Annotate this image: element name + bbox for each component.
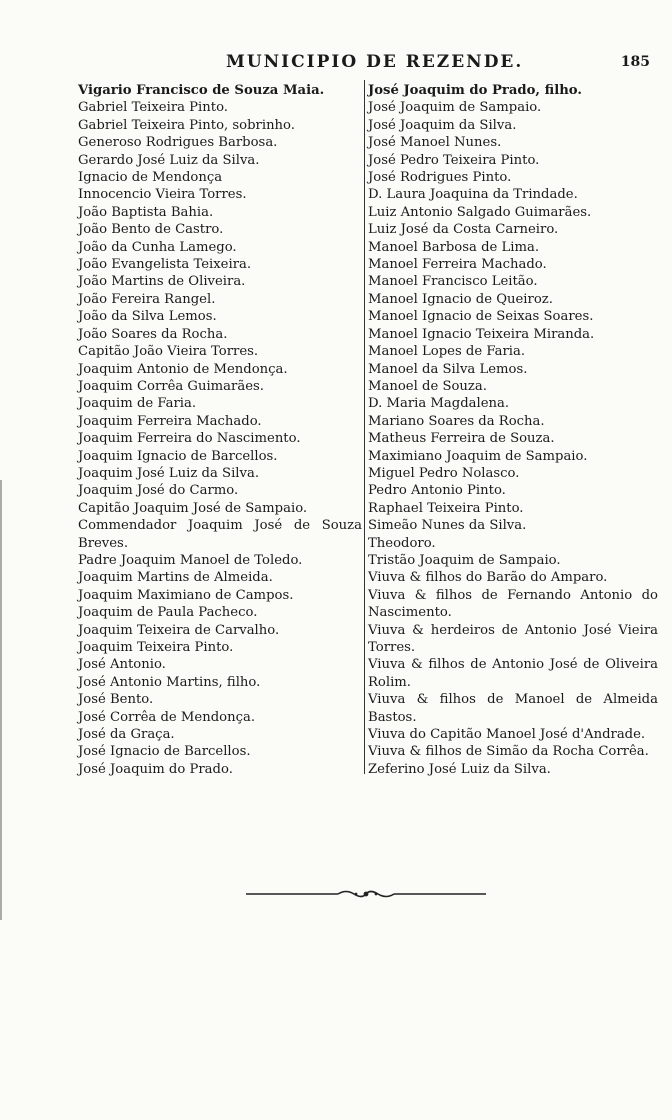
- list-item: Tristão Joaquim de Sampaio.: [368, 552, 561, 568]
- list-item: José Ignacio de Barcellos.: [78, 744, 251, 760]
- list-item: Manoel Ignacio de Queiroz.: [368, 291, 553, 307]
- list-item: José Antonio Martins, filho.: [78, 674, 261, 690]
- list-item: Joaquim de Faria.: [78, 396, 197, 412]
- list-item: José Manoel Nunes.: [368, 135, 502, 151]
- right-column: [368, 82, 658, 778]
- list-item: Zeferino José Luiz da Silva.: [368, 761, 551, 777]
- list-item: Capitão João Vieira Torres.: [78, 344, 259, 360]
- list-item: João Fereira Rangel.: [78, 291, 216, 307]
- list-item-wrapped: Commendador Joaquim José de Souza Breves.: [78, 518, 362, 551]
- list-item: Vigario Francisco de Souza Maia.: [78, 83, 325, 98]
- list-item: Innocencio Vieira Torres.: [78, 187, 247, 203]
- list-item: Joaquim José Luiz da Silva.: [78, 465, 260, 481]
- list-item: Manoel Francisco Leitão.: [368, 274, 538, 290]
- list-item: José Joaquim do Prado, filho.: [368, 83, 582, 98]
- list-item: D. Maria Magdalena.: [368, 396, 510, 412]
- list-item: D. Laura Joaquina da Trindade.: [368, 187, 578, 203]
- list-item-wrapped: Viuva & filhos de Antonio José de Oliveira Rolim.: [368, 657, 658, 690]
- list-item: Joaquim Ignacio de Barcellos.: [78, 448, 278, 464]
- list-item: José Rodrigues Pinto.: [368, 170, 512, 186]
- page-number: 185: [620, 54, 650, 70]
- list-item: Matheus Ferreira de Souza.: [368, 431, 555, 447]
- list-item: José Bento.: [78, 692, 154, 708]
- list-item: Ignacio de Mendonça: [78, 170, 223, 186]
- list-item: Manoel de Souza.: [368, 378, 487, 394]
- list-item: Joaquim Martins de Almeida.: [78, 570, 273, 586]
- list-item: Manoel Barbosa de Lima.: [368, 239, 540, 255]
- list-item: Joaquim Maximiano de Campos.: [78, 587, 294, 603]
- page-title: MUNICIPIO DE REZENDE.: [226, 52, 524, 72]
- list-item: José Antonio.: [78, 657, 166, 673]
- list-item: Mariano Soares da Rocha.: [368, 413, 545, 429]
- list-item: João Bento de Castro.: [78, 222, 224, 238]
- decorative-rule-ornament: [246, 888, 486, 900]
- list-item: Gabriel Teixeira Pinto, sobrinho.: [78, 117, 295, 133]
- list-item: Joaquim Teixeira Pinto.: [78, 640, 234, 655]
- list-item-wrapped: Viuva & herdeiros de Antonio José Vieira Torres.: [368, 622, 658, 655]
- list-item: João Soares da Rocha.: [78, 326, 228, 342]
- list-item: Luiz José da Costa Carneiro.: [368, 222, 559, 238]
- page-edge-shadow: [0, 480, 8, 920]
- left-column: [78, 82, 362, 778]
- list-item: Manoel Ferreira Machado.: [368, 257, 547, 273]
- list-item: Manoel Lopes de Faria.: [368, 344, 526, 360]
- list-item: Manoel da Silva Lemos.: [368, 361, 528, 377]
- list-item: Viuva & filhos do Barão do Amparo.: [368, 570, 608, 586]
- list-item: João Evangelista Teixeira.: [78, 257, 252, 273]
- list-item: Generoso Rodrigues Barbosa.: [78, 135, 278, 151]
- list-item: José Joaquim de Sampaio.: [368, 100, 542, 116]
- list-item: Joaquim Ferreira Machado.: [78, 413, 262, 429]
- list-item: Joaquim Teixeira de Carvalho.: [78, 622, 280, 638]
- list-item: Viuva & filhos de Simão da Rocha Corrêa.: [368, 744, 649, 760]
- list-item: José da Graça.: [78, 727, 175, 743]
- list-item: Raphael Teixeira Pinto.: [368, 500, 524, 516]
- list-item: Miguel Pedro Nolasco.: [368, 465, 520, 481]
- list-item: Gabriel Teixeira Pinto.: [78, 100, 228, 116]
- list-item: José Joaquim da Silva.: [368, 117, 517, 133]
- list-item: Joaquim Antonio de Mendonça.: [78, 361, 288, 377]
- list-item: Joaquim de Paula Pacheco.: [78, 605, 258, 621]
- list-item: Simeão Nunes da Silva.: [368, 518, 527, 534]
- list-item: Joaquim Corrêa Guimarães.: [78, 378, 264, 394]
- list-item: Pedro Antonio Pinto.: [368, 483, 506, 499]
- list-item: Manoel Ignacio de Seixas Soares.: [368, 309, 594, 325]
- list-item: José Corrêa de Mendonça.: [78, 709, 256, 725]
- list-item-wrapped: Viuva & filhos de Manoel de Almeida Bastos.: [368, 692, 658, 725]
- list-item: Padre Joaquim Manoel de Toledo.: [78, 552, 303, 568]
- list-item: Maximiano Joaquim de Sampaio.: [368, 448, 588, 464]
- list-item-wrapped: Viuva & filhos de Fernando Antonio do Nascimento.: [368, 587, 658, 621]
- list-item: João da Silva Lemos.: [78, 309, 217, 325]
- list-item: Theodoro.: [368, 535, 436, 551]
- list-item: Manoel Ignacio Teixeira Miranda.: [368, 326, 595, 342]
- list-item: Joaquim Ferreira do Nascimento.: [78, 431, 301, 447]
- list-item: Viuva do Capitão Manoel José d'Andrade.: [368, 727, 646, 743]
- list-item: Joaquim José do Carmo.: [78, 483, 239, 499]
- page-header: [78, 52, 658, 74]
- list-item: João da Cunha Lamego.: [78, 239, 237, 255]
- list-item: João Baptista Bahia.: [78, 204, 214, 220]
- list-item: Luiz Antonio Salgado Guimarães.: [368, 204, 592, 220]
- list-item: Capitão Joaquim José de Sampaio.: [78, 500, 308, 516]
- column-divider: [364, 80, 365, 774]
- list-item: José Pedro Teixeira Pinto.: [368, 152, 540, 168]
- list-item: José Joaquim do Prado.: [78, 761, 233, 777]
- list-item: João Martins de Oliveira.: [78, 274, 246, 290]
- list-item: Gerardo José Luiz da Silva.: [78, 152, 260, 168]
